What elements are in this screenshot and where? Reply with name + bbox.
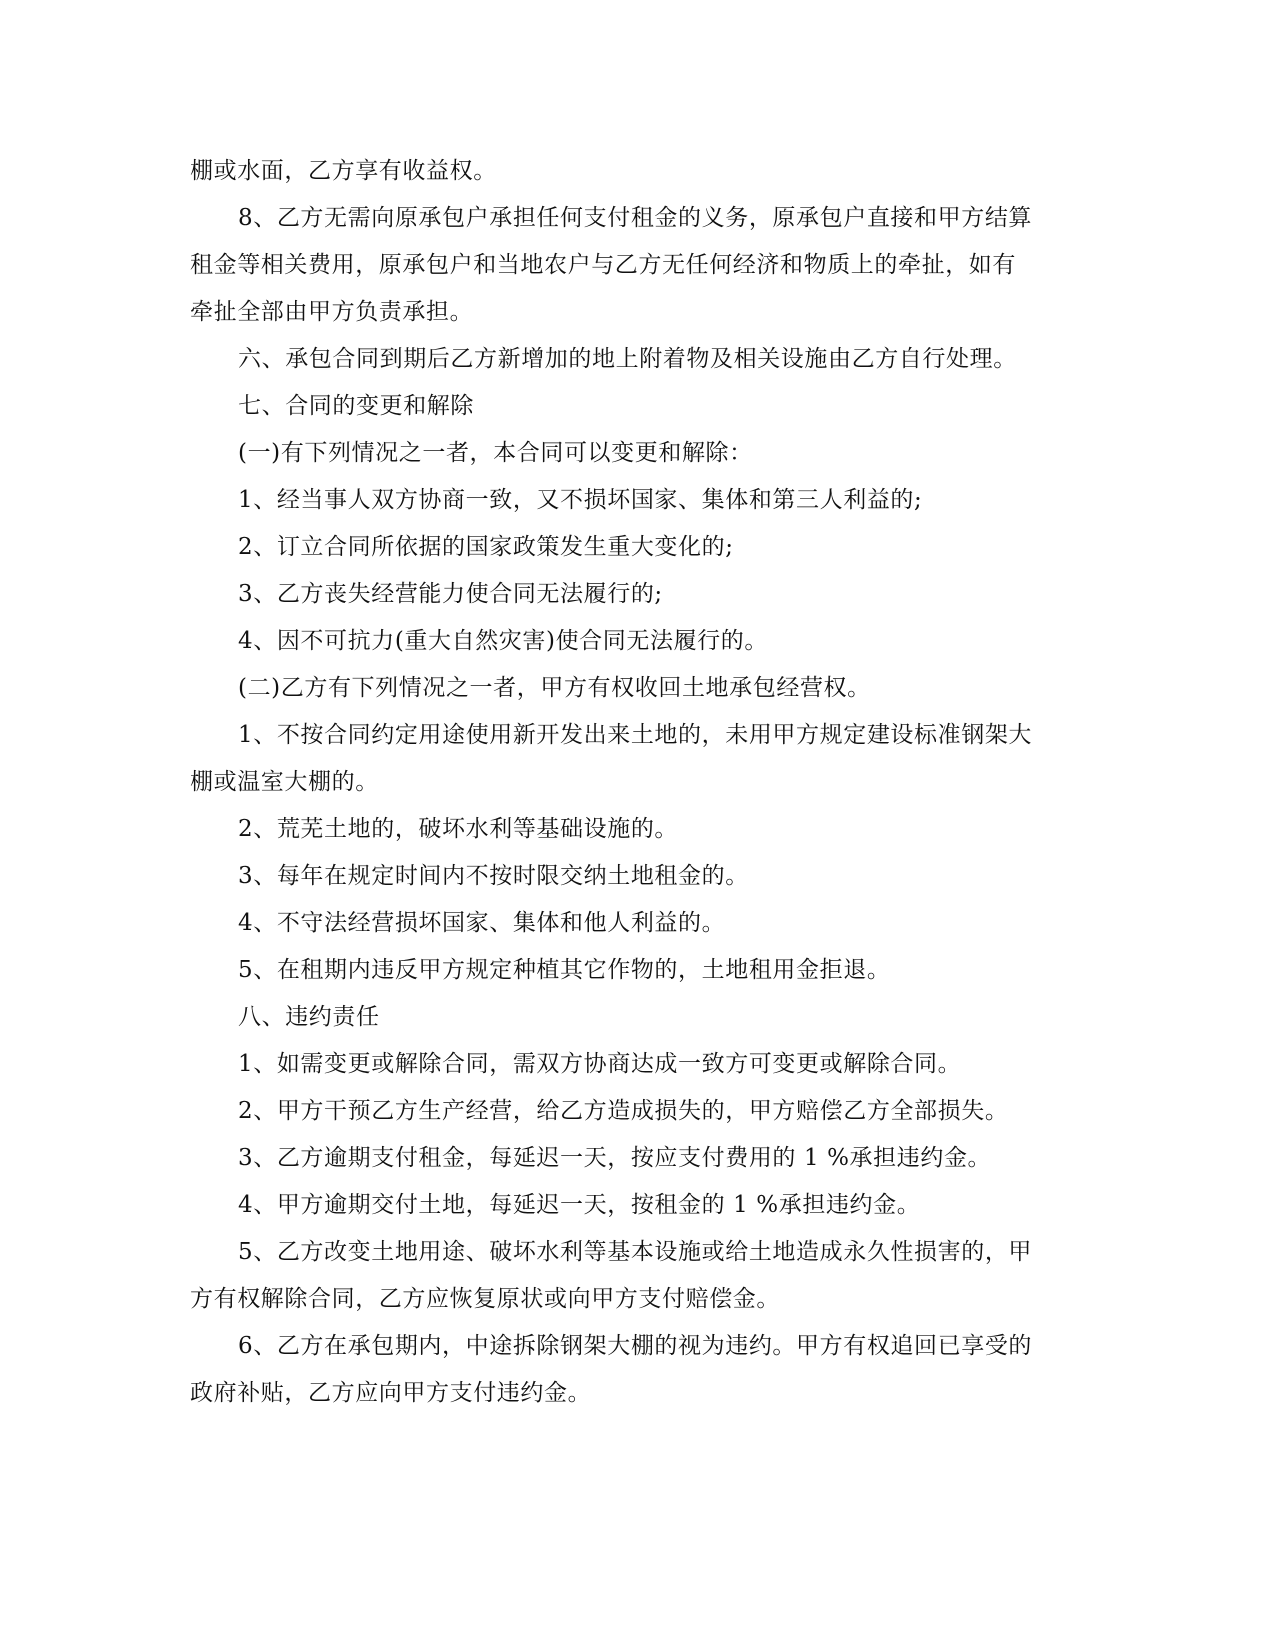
text-line: 6、乙方在承包期内，中途拆除钢架大棚的视为违约。甲方有权追回已享受的	[238, 1333, 1033, 1359]
text-line: 棚或温室大棚的。	[190, 769, 379, 795]
text-line: 4、因不可抗力(重大自然灾害)使合同无法履行的。	[238, 628, 768, 654]
text-line: 8、乙方无需向原承包户承担任何支付租金的义务，原承包户直接和甲方结算	[238, 205, 1033, 231]
text-line: 2、甲方干预乙方生产经营，给乙方造成损失的，甲方赔偿乙方全部损失。	[238, 1098, 1009, 1124]
text-line: 六、承包合同到期后乙方新增加的地上附着物及相关设施由乙方自行处理。	[238, 346, 1017, 372]
document-body	[190, 148, 1090, 1417]
text-line: 1、如需变更或解除合同，需双方协商达成一致方可变更或解除合同。	[238, 1051, 962, 1077]
subsection-heading: (一)有下列情况之一者，本合同可以变更和解除：	[238, 440, 753, 466]
text-line: 5、乙方改变土地用途、破坏水利等基本设施或给土地造成永久性损害的，甲	[238, 1239, 1033, 1265]
text-line: 1、不按合同约定用途使用新开发出来土地的，未用甲方规定建设标准钢架大	[238, 722, 1033, 748]
text-line: 1、经当事人双方协商一致，又不损坏国家、集体和第三人利益的;	[238, 487, 923, 513]
text-line: 3、乙方丧失经营能力使合同无法履行的;	[238, 581, 663, 607]
text-line: 政府补贴，乙方应向甲方支付违约金。	[190, 1380, 592, 1406]
text-line: 牵扯全部由甲方负责承担。	[190, 299, 474, 325]
text-line: 3、每年在规定时间内不按时限交纳土地租金的。	[238, 863, 749, 889]
section-heading: 七、合同的变更和解除	[238, 393, 474, 419]
text-line: 租金等相关费用，原承包户和当地农户与乙方无任何经济和物质上的牵扯，如有	[190, 252, 1016, 278]
text-line: 4、甲方逾期交付土地，每延迟一天，按租金的 1 %承担违约金。	[238, 1192, 921, 1218]
text-line: 4、不守法经营损坏国家、集体和他人利益的。	[238, 910, 726, 936]
text-line: 方有权解除合同，乙方应恢复原状或向甲方支付赔偿金。	[190, 1286, 780, 1312]
text-line: 2、荒芜土地的，破坏水利等基础设施的。	[238, 816, 679, 842]
text-line: 棚或水面，乙方享有收益权。	[190, 158, 497, 184]
subsection-heading: (二)乙方有下列情况之一者，甲方有权收回土地承包经营权。	[238, 675, 871, 701]
section-heading: 八、违约责任	[238, 1004, 380, 1030]
text-line: 2、订立合同所依据的国家政策发生重大变化的;	[238, 534, 734, 560]
text-line: 5、在租期内违反甲方规定种植其它作物的，土地租用金拒退。	[238, 957, 891, 983]
text-line: 3、乙方逾期支付租金，每延迟一天，按应支付费用的 1 %承担违约金。	[238, 1145, 992, 1171]
